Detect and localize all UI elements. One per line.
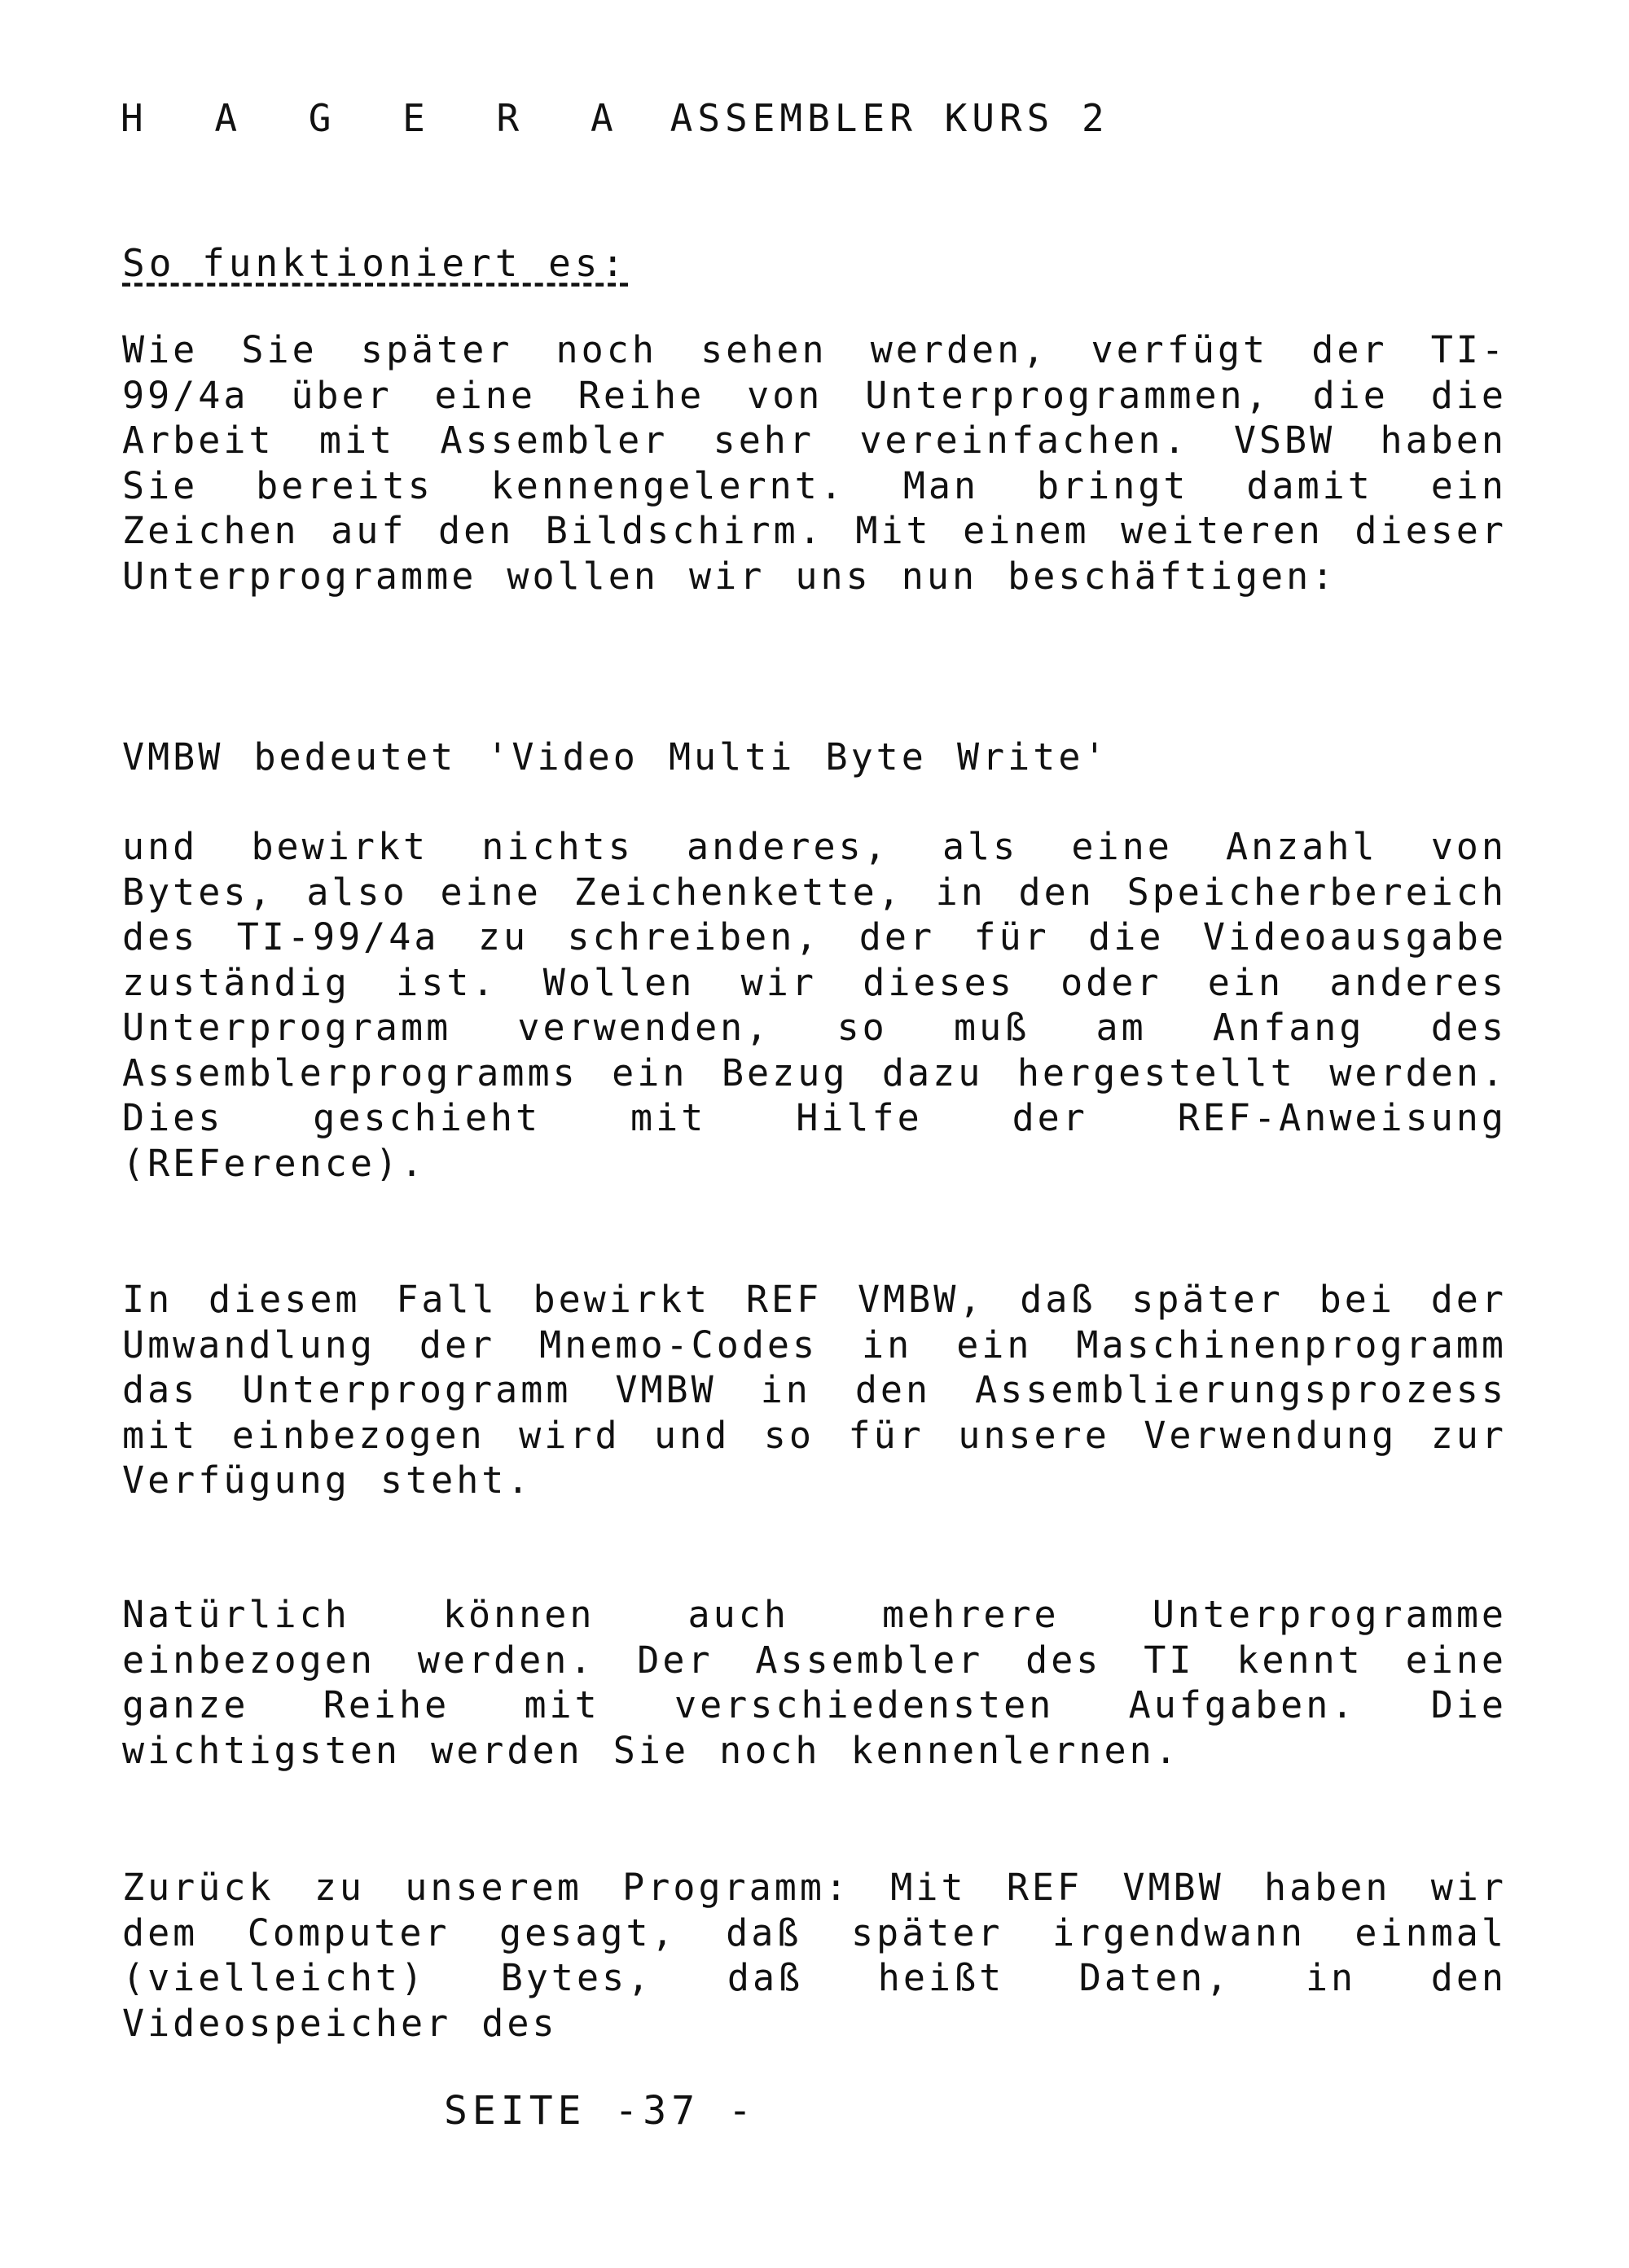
header-brand: H A G E R A [121, 96, 638, 140]
paragraph-vmbw-definition: VMBW bedeutet 'Video Multi Byte Write' [122, 735, 1109, 779]
section-heading: So funktioniert es: [122, 241, 629, 285]
header-course-title: ASSEMBLER KURS 2 [670, 96, 1109, 140]
paragraph-ref-example: In diesem Fall bewirkt REF VMBW, daß später bei der Umwandlung der Mnemo-Codes in ein Maschinenprogramm das Unterprogramm VMBW in den Assemblierungsprozess mit einbezogen wird und so für unsere Verwendung zur Verfügung steht. [122, 1278, 1507, 1502]
page-number-footer: SEITE -37 - [444, 2088, 757, 2134]
paragraph-back-to-program: Zurück zu unserem Programm: Mit REF VMBW haben wir dem Computer gesagt, daß später irgendwann einmal (vielleicht) Bytes, daß heißt Daten, in den Videospeicher des [122, 1866, 1507, 2045]
paragraph-multiple-subprograms: Natürlich können auch mehrere Unterprogramme einbezogen werden. Der Assembler des TI kennt eine ganze Reihe mit verschiedensten Aufgaben. Die wichtigsten werden Sie noch kennenlernen. [122, 1593, 1507, 1772]
page-header [121, 96, 1109, 140]
paragraph-vmbw-explanation: und bewirkt nichts anderes, als eine Anzahl von Bytes, also eine Zeichenkette, in den Speicherbereich des TI-99/4a zu schreiben, der für die Videoausgabe zuständig ist. Wollen wir dieses oder ein anderes Unterprogramm verwenden, so muß am Anfang des Assemblerprogramms ein Bezug dazu hergestellt werden. Dies geschieht mit Hilfe der REF-Anweisung (REFerence). [122, 825, 1507, 1185]
paragraph-intro: Wie Sie später noch sehen werden, verfügt der TI-99/4a über eine Reihe von Unterprogrammen, die die Arbeit mit Assembler sehr vereinfachen. VSBW haben Sie bereits kennengelernt. Man bringt damit ein Zeichen auf den Bildschirm. Mit einem weiteren dieser Unterprogramme wollen wir uns nun beschäftigen: [122, 328, 1507, 598]
